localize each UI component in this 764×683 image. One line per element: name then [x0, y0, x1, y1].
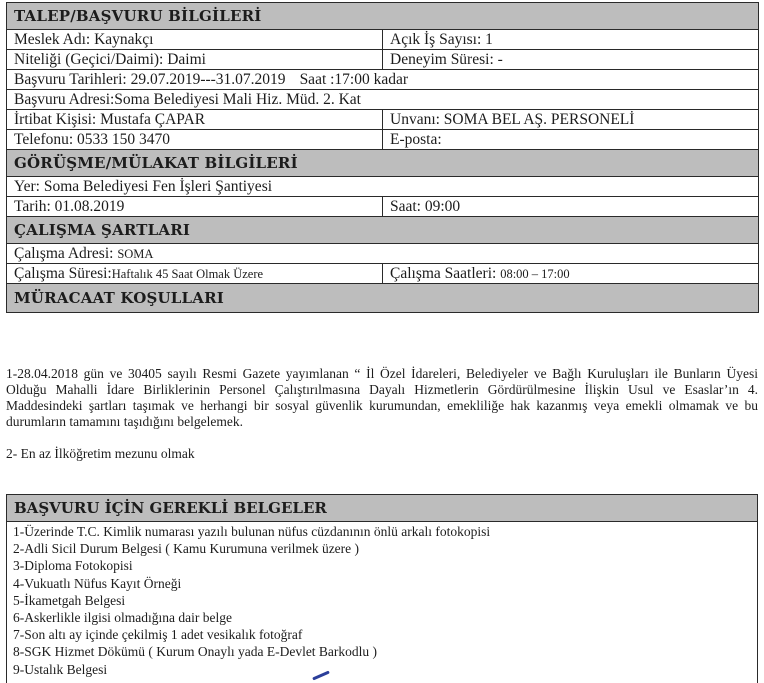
application-dates: Başvuru Tarihleri: 29.07.2019---31.07.2019	[14, 70, 286, 88]
work-address-row	[7, 244, 759, 264]
work-hours-value: 08:00 – 17:00	[500, 266, 570, 281]
work-hours-row	[383, 264, 759, 284]
required-documents-section	[6, 494, 758, 683]
application-dates-row	[7, 70, 759, 90]
document-item: 8-SGK Hizmet Dökümü ( Kurum Onaylı yada E-Devlet Barkodlu )	[13, 644, 378, 660]
application-info-table	[6, 2, 759, 313]
condition-item-1: 1-28.04.2018 gün ve 30405 sayılı Resmi Gazete yayımlanan “ İl Özel İdareleri, Belediyeler ve Bağlı Kuruluşları ile Bunların Üyesi Olduğu Mahalli İdare Birliklerinin Personel Çalıştırılmasına Dayalı Hizmetlerin Gördürülmesine İlişkin Usul ve Esaslar’ın 4. Maddesindeki şartları taşımak ve herhangi bir sosyal güvenlik kurumundan, emekliliğe hak kazanmış veya emekli olmamak ve bu durumların tamamını taşıdığını belgelemek.	[6, 366, 758, 429]
required-documents-list	[7, 522, 757, 678]
work-duration-row	[7, 264, 383, 284]
interview-location: Yer: Soma Belediyesi Fen İşleri Şantiyesi	[7, 177, 759, 197]
document-item: 9-Ustalık Belgesi	[13, 661, 108, 677]
document-item: 4-Vukuatlı Nüfus Kayıt Örneği	[13, 575, 182, 591]
contact-person: İrtibat Kişisi: Mustafa ÇAPAR	[7, 110, 383, 130]
work-hours-label: Çalışma Saatleri:	[390, 264, 501, 282]
required-documents-header: BAŞVURU İÇİN GEREKLİ BELGELER	[7, 495, 757, 522]
open-positions: Açık İş Sayısı: 1	[383, 30, 759, 50]
interview-info-header: GÖRÜŞME/MÜLAKAT BİLGİLERİ	[7, 150, 759, 177]
document-item: 6-Askerlikle ilgisi olmadığına dair belge	[13, 610, 232, 626]
work-duration-label: Çalışma Süresi:	[14, 264, 112, 282]
work-duration-value: Haftalık 45 Saat Olmak Üzere	[111, 266, 264, 281]
interview-date: Tarih: 01.08.2019	[7, 197, 383, 217]
application-info-header: TALEP/BAŞVURU BİLGİLERİ	[7, 3, 759, 30]
document-item: 1-Üzerinde T.C. Kimlik numarası yazılı bulunan nüfus cüzdanının önlü arkalı fotokopisi	[13, 524, 491, 539]
work-address-label: Çalışma Adresi:	[14, 244, 118, 262]
work-address-value: SOMA	[117, 246, 154, 261]
document-item: 3-Diploma Fotokopisi	[13, 558, 133, 574]
working-conditions-header: ÇALIŞMA ŞARTLARI	[7, 217, 759, 244]
contact-email: E-posta:	[383, 130, 759, 150]
contact-title: Unvanı: SOMA BEL AŞ. PERSONELİ	[383, 110, 759, 130]
occupation-name: Meslek Adı: Kaynakçı	[7, 30, 383, 50]
application-address: Başvuru Adresi:Soma Belediyesi Mali Hiz. Müd. 2. Kat	[7, 90, 759, 110]
document-item: 7-Son altı ay içinde çekilmiş 1 adet vesikalık fotoğraf	[13, 627, 303, 643]
contact-phone: Telefonu: 0533 150 3470	[7, 130, 383, 150]
interview-time: Saat: 09:00	[383, 197, 759, 217]
condition-item-2: 2- En az İlköğretim mezunu olmak	[6, 446, 195, 461]
document-item: 2-Adli Sicil Durum Belgesi ( Kamu Kurumuna verilmek üzere )	[13, 541, 360, 557]
experience-duration: Deneyim Süresi: -	[383, 50, 759, 70]
application-deadline-time: Saat :17:00 kadar	[299, 70, 409, 88]
position-type: Niteliği (Geçici/Daimi): Daimi	[7, 50, 383, 70]
document-item: 5-İkametgah Belgesi	[13, 592, 126, 608]
application-conditions-header: MÜRACAAT KOŞULLARI	[7, 284, 759, 313]
